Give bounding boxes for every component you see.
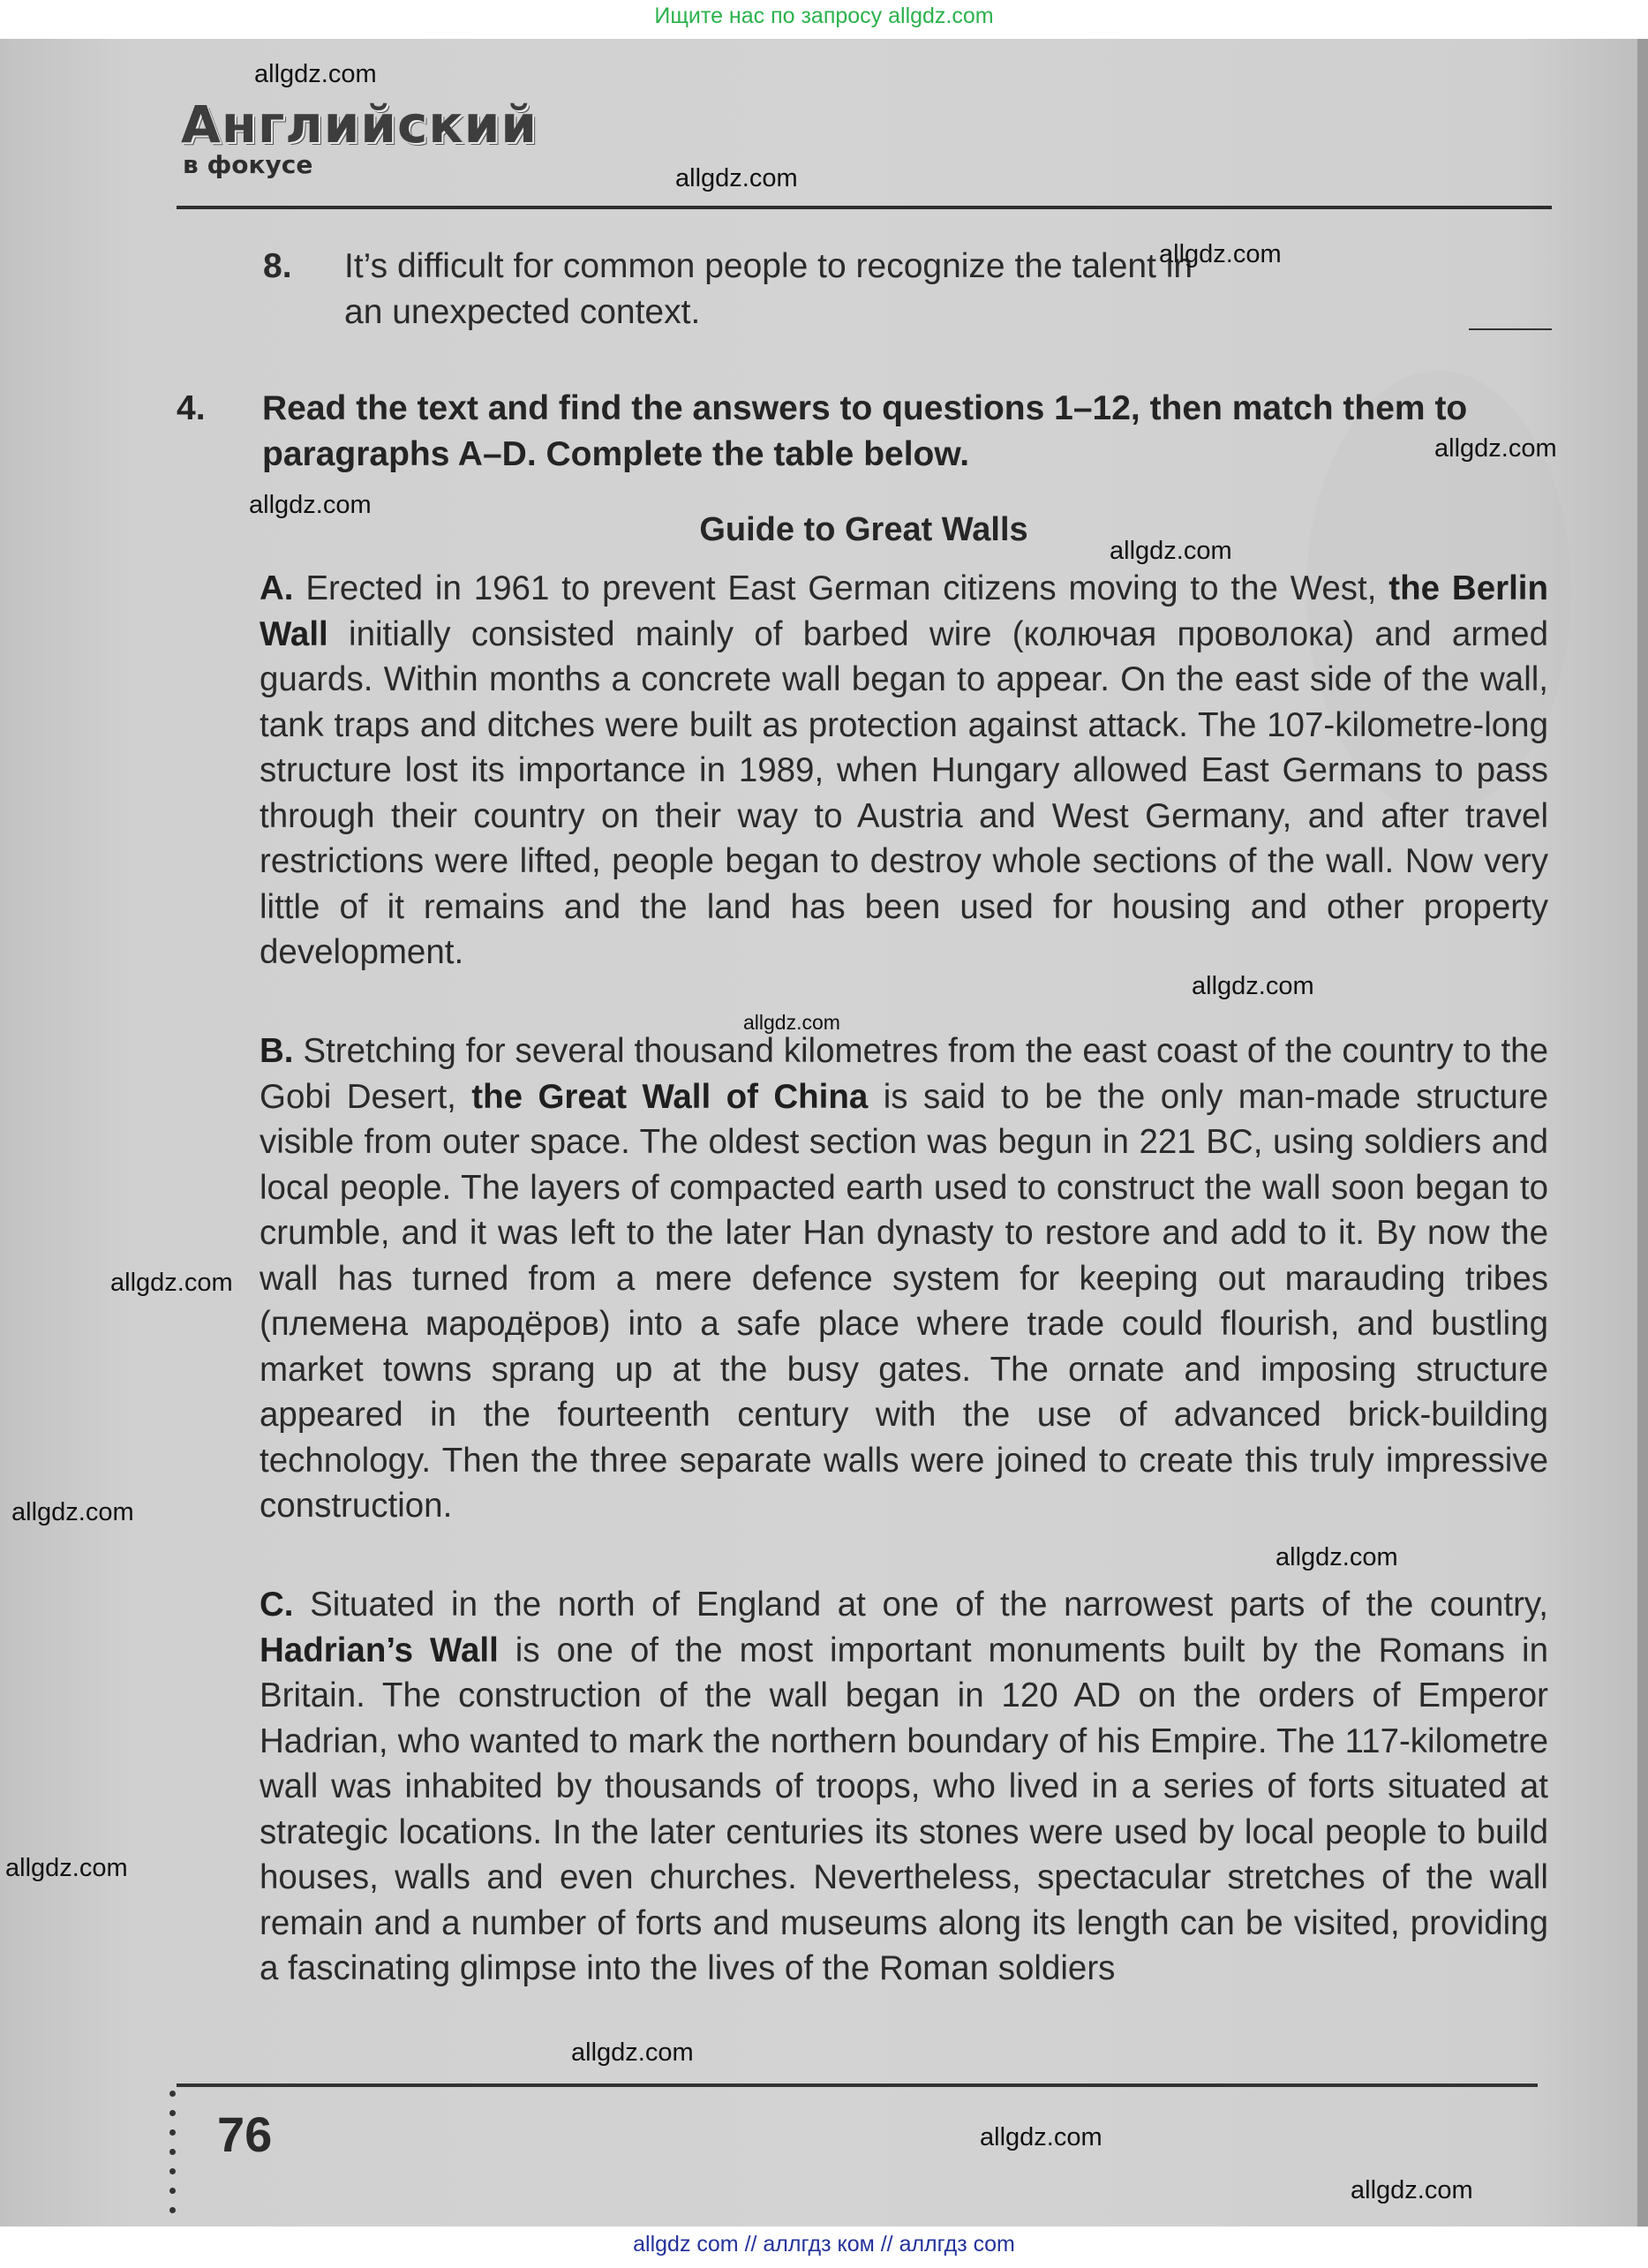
logo-subtitle: в фокусе	[183, 150, 313, 179]
paragraph-text: Situated in the north of England at one of the narrowest parts of the country,	[310, 1586, 1548, 1624]
task-instruction: Read the text and find the answers to questions 1–12, then match them to paragraphs A–D. Complete the table below.	[262, 389, 1468, 473]
watermark: allgdz.com	[254, 60, 377, 88]
answer-blank	[1469, 328, 1552, 330]
top-banner: Ищите нас по запросу allgdz.com	[654, 4, 994, 28]
paragraph-letter: B.	[260, 1032, 294, 1070]
item-number: 8.	[263, 247, 292, 285]
paragraph-a	[260, 566, 1548, 976]
paragraph-text: initially consisted mainly of barbed wire (колючая проволока) and armed guards. Within months a concrete wall began to appear. On the east side of the wall, tank traps and ditches were built as protection against attack. The 107-kilometre-long structure lost its importance in 1989, when Hungary allowed East Germans to pass through their country on their way to Austria and West Germany, and after travel restrictions were lifted, people began to destroy whole sections of the wall. Now very little of it remains and the land has been used for housing and other property development.	[260, 614, 1548, 971]
paragraph-letter: C.	[260, 1586, 294, 1624]
paragraph-text: Erected in 1961 to prevent East German citizens moving to the West,	[305, 569, 1377, 607]
logo-title: Английский	[181, 94, 538, 154]
page-edge	[1637, 39, 1648, 2227]
wall-name: the Great Wall of China	[471, 1077, 869, 1116]
watermark: allgdz.com	[675, 164, 798, 192]
task-number: 4.	[177, 389, 206, 427]
watermark: allgdz.com	[743, 1011, 840, 1034]
paragraph-c	[260, 1582, 1548, 1992]
footer-rule	[177, 2083, 1538, 2087]
wall-name: the Berlin Wall	[260, 569, 1549, 653]
paragraph-b	[260, 1029, 1548, 1529]
page-number: 76	[217, 2106, 273, 2162]
watermark: allgdz.com	[1192, 972, 1314, 1000]
watermark: allgdz.com	[11, 1498, 134, 1526]
header-rule	[177, 206, 1552, 209]
footer-dots	[169, 2091, 177, 2227]
bottom-banner: allgdz com // аллгдз ком // аллгдз com	[0, 2227, 1648, 2268]
watermark: allgdz.com	[571, 2038, 694, 2067]
watermark: allgdz.com	[1110, 537, 1232, 565]
paragraph-text: is said to be the only man-made structure visible from outer space. The oldest section was begun in 221 BC, using soldiers and local people. The layers of compacted earth used to construct the wall soon began to crumble, and it was left to the later Han dynasty to restore and add to it. By now the wall has turned from a mere defence system for keeping out marauding tribes (племена мародёров) into a safe place where trade could flourish, and bustling market towns sprang up at the busy gates. The ornate and imposing structure appeared in the fourteenth century with the use of advanced brick-building technology. Then the three separate walls were joined to create this truly impressive construction.	[260, 1077, 1548, 1525]
paragraph-letter: A.	[260, 569, 294, 607]
watermark: allgdz.com	[249, 491, 372, 519]
wall-name: Hadrian’s Wall	[260, 1631, 499, 1669]
item-text: It’s difficult for common people to recognize the talent in an unexpected context.	[344, 247, 1193, 331]
book-logo	[181, 94, 538, 179]
paragraph-text: Stretching for several thousand kilometres from the east coast of the country to the Gobi Desert,	[260, 1032, 1548, 1116]
watermark: allgdz.com	[5, 1854, 128, 1882]
text-title: Guide to Great Walls	[699, 511, 1028, 548]
watermark: allgdz.com	[1351, 2176, 1473, 2204]
watermark: allgdz.com	[1276, 1543, 1398, 1571]
watermark: allgdz.com	[110, 1269, 233, 1297]
watermark: allgdz.com	[1159, 240, 1282, 268]
paragraph-text: is one of the most important monuments built by the Romans in Britain. The construction of the wall began in 120 AD on the orders of Emperor Hadrian, who wanted to mark the northern boundary of his Empire. The 117-kilometre wall was inhabited by thousands of troops, who lived in a series of forts situated at strategic locations. In the later centuries its stones were used by local people to build houses, walls and even churches. Nevertheless, spectacular stretches of the wall remain and a number of forts and museums along its length can be visited, providing a fascinating glimpse into the lives of the Roman soldiers	[260, 1631, 1548, 1987]
watermark: allgdz.com	[980, 2123, 1102, 2151]
watermark: allgdz.com	[1434, 434, 1557, 463]
